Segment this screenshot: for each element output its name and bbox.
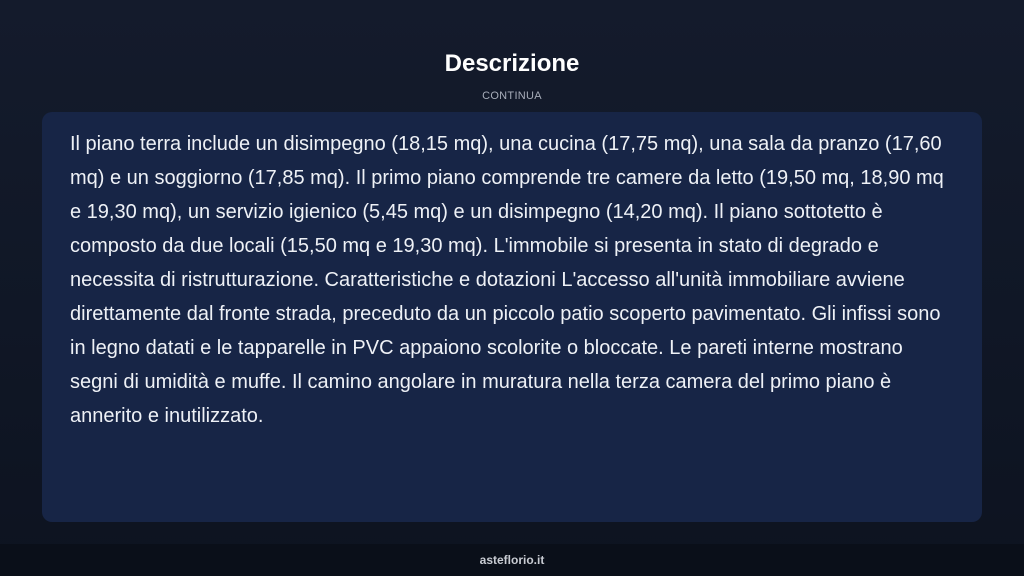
description-card	[42, 112, 982, 522]
footer-bar	[0, 544, 1024, 576]
page-title: Descrizione	[444, 50, 580, 77]
description-text: Il piano terra include un disimpegno (18,15 mq), una cucina (17,75 mq), una sala da pranzo (17,60 mq) e un soggiorno (17,85 mq). Il primo piano comprende tre camere da letto (19,50 mq, 18,90 mq e 19,30 mq), un servizio igienico (5,45 mq) e un disimpegno (14,20 mq). Il piano sottotetto è composto da due locali (15,50 mq e 19,30 mq). L'immobile si presenta in stato di degrado e necessita di ristrutturazione. Caratteristiche e dotazioni L'accesso all'unità immobiliare avviene direttamente dal fronte strada, preceduto da un piccolo patio scoperto pavimentato. Gli infissi sono in legno datati e le tapparelle in PVC appaiono scolorite o bloccate. Le pareti interne mostrano segni di umidità e muffe. Il camino angolare in muratura nella terza camera del primo piano è annerito e inutilizzato.	[70, 133, 944, 427]
continue-label: CONTINUA	[482, 90, 542, 102]
site-name: asteflorio.it	[479, 553, 545, 567]
